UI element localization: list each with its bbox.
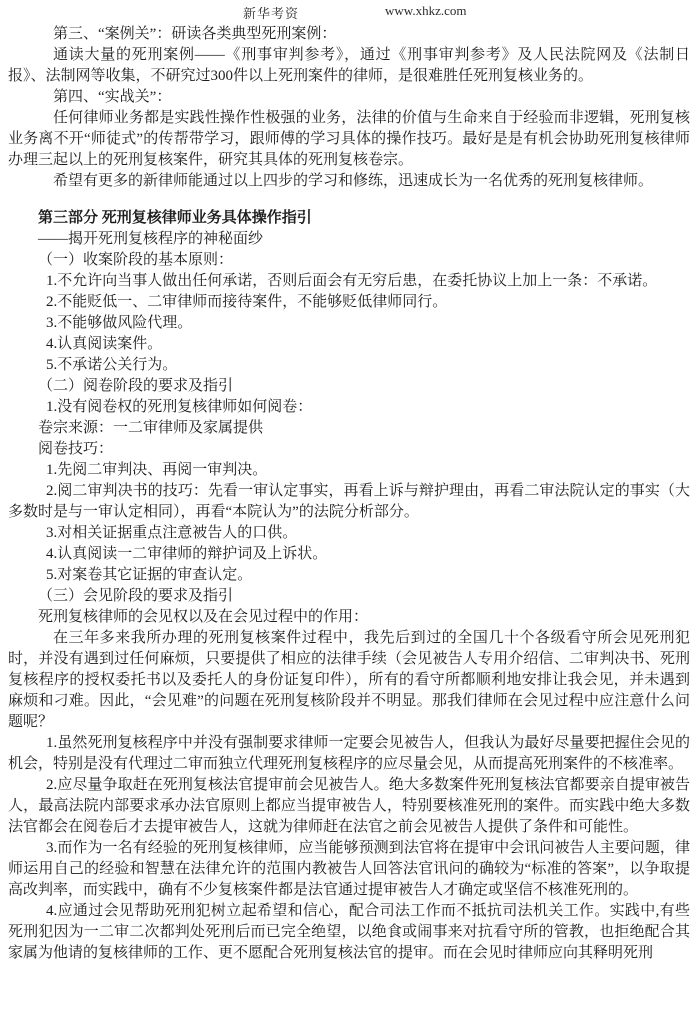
- doc-paragraph: 希望有更多的新律师能通过以上四步的学习和修练，迅速成长为一名优秀的死刑复核律师。: [53, 173, 654, 189]
- doc-paragraph: 3.不能够做风险代理。: [46, 315, 193, 331]
- doc-paragraph: 3.而作为一名有经验的死刑复核律师，应当能够预测到法官将在提审中会讯问被告人主要问题，律师运用自己的经验和智慧在法律允许的范围内教被告人回答法官讯问的确较为“标准的答案”，以争取提高改判率，而实践中，确有不少复核案件都是法官通过提审被告人才确定或坚信不核准死刑的。: [8, 840, 690, 898]
- doc-paragraph: 1.先阅二审判决、再阅一审判决。: [46, 462, 268, 478]
- doc-paragraph: 卷宗来源：一二审律师及家属提供: [38, 420, 264, 436]
- doc-paragraph: 2.应尽量争取赶在死刑复核法官提审前会见被告人。绝大多数案件死刑复核法官都要亲自提审被告人，最高法院内部要求承办法官原则上都应当提审被告人，特别要核准死刑的案件。而实践中绝大多数法官都会在阅卷后才去提审被告人，这就为律师赶在法官之前会见被告人提供了条件和可能性。: [8, 777, 690, 835]
- doc-paragraph: 4.认真阅读一二审律师的辩护词及上诉状。: [46, 546, 328, 562]
- doc-paragraph: 3.对相关证据重点注意被告人的口供。: [46, 525, 298, 541]
- doc-paragraph: 5.对案卷其它证据的审查认定。: [46, 567, 253, 583]
- header-site-url: www.xhkz.com: [385, 3, 467, 18]
- document-body: [0, 24, 698, 964]
- doc-paragraph: 2.不能贬低一、二审律师而接待案件，不能够贬低律师同行。: [46, 294, 448, 310]
- doc-paragraph: 4.应通过会见帮助死刑犯树立起希望和信心，配合司法工作而不抵抗司法机关工作。实践中,有些死刑犯因为一二审二次都判处死刑后而已完全绝望，以绝食或闹事来对抗看守所的管教，也拒绝配合其家属为他请的复核律师的工作、更不愿配合死刑复核法官的提审。而在会见时律师应向其释明死刑: [8, 903, 690, 961]
- doc-paragraph: 在三年多来我所办理的死刑复核案件过程中，我先后到过的全国几十个各级看守所会见死刑犯时，并没有遇到过任何麻烦，只要提供了相应的法律手续（会见被告人专用介绍信、二审判决书、死刑复核程序的授权委托书以及委托人的身份证复印件），所有的看守所都顺利地安排让我会见，并未遇到麻烦和刁难。因此，“会见难”的问题在死刑复核阶段并不明显。那我们律师在会见过程中应注意什么问题呢？: [8, 630, 690, 730]
- doc-paragraph: 2.阅二审判决书的技巧：先看一审认定事实，再看上诉与辩护理由，再看二审法院认定的事实（大多数时是与一审认定相同），再看“本院认为”的法院分析部分。: [8, 483, 690, 520]
- doc-paragraph: 5.不承诺公关行为。: [46, 357, 178, 373]
- doc-paragraph: 第三、“案例关”：研读各类典型死刑案例：: [53, 26, 337, 42]
- doc-paragraph: 死刑复核律师的会见权以及在会见过程中的作用：: [38, 609, 369, 625]
- doc-paragraph: 4.认真阅读案件。: [46, 336, 163, 352]
- section-heading: 第三部分 死刑复核律师业务具体操作指引: [38, 210, 312, 226]
- doc-paragraph: （一）收案阶段的基本原则：: [38, 252, 234, 268]
- doc-paragraph: 1.虽然死刑复核程序中并没有强制要求律师一定要会见被告人，但我认为最好尽量要把握住会见的机会，特别是没有代理过二审而独立代理死刑复核程序的应尽量会见，从而提高死刑案件的不核准率。: [8, 735, 690, 772]
- doc-paragraph: 1.没有阅卷权的死刑复核律师如何阅卷：: [46, 399, 313, 415]
- doc-paragraph: 1.不允许向当事人做出任何承诺，否则后面会有无穷后患，在委托协议上加上一条：不承诺。: [46, 273, 658, 289]
- doc-paragraph: 任何律师业务都是实践性操作性极强的业务，法律的价值与生命来自于经验而非逻辑，死刑复核业务离不开“师徒式”的传帮带学习，跟师傅的学习具体的操作技巧。最好是是有机会协助死刑复核律师办理三起以上的死刑复核案件，研究其具体的死刑复核卷宗。: [8, 110, 690, 168]
- doc-paragraph: ——揭开死刑复核程序的神秘面纱: [38, 231, 264, 247]
- doc-paragraph: （二）阅卷阶段的要求及指引: [38, 378, 234, 394]
- doc-paragraph: 通读大量的死刑案例——《刑事审判参考》，通过《刑事审判参考》及人民法院网及《法制日报》、法制网等收集，不研究过300件以上死刑案件的律师，是很难胜任死刑复核业务的。: [8, 47, 690, 84]
- doc-paragraph: 阅卷技巧：: [38, 441, 114, 457]
- header-site-name: 新华考资: [243, 6, 300, 21]
- doc-paragraph: 第四、“实战关”：: [53, 89, 172, 105]
- doc-paragraph: （三）会见阶段的要求及指引: [38, 588, 234, 604]
